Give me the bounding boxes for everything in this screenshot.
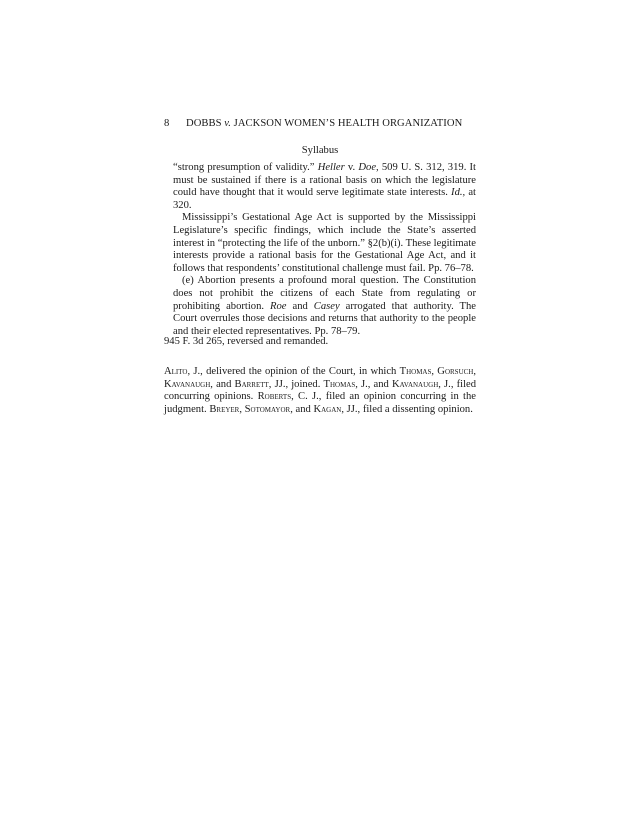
- text-run: , J., and: [355, 378, 392, 390]
- syllabus-body: [173, 162, 476, 338]
- justice-name: Breyer: [209, 403, 240, 415]
- text-run: , and: [210, 378, 235, 390]
- opinion-authorship: [164, 366, 476, 416]
- text-run: , JJ., joined.: [268, 378, 324, 390]
- syllabus-paragraph: [173, 275, 476, 338]
- running-head: [164, 117, 476, 131]
- justice-name: Roberts: [257, 391, 292, 403]
- justice-name: Kavanaugh: [164, 378, 211, 390]
- case-name-part: DOBBS: [186, 118, 225, 129]
- text-run: “strong presumption of validity.”: [173, 162, 318, 173]
- text-run: , C. J., filed an opinion concurring in the judgment.: [164, 391, 477, 415]
- text-run: , and: [290, 403, 314, 415]
- justice-name: Barrett: [234, 378, 269, 390]
- justice-name: Thomas: [399, 366, 432, 377]
- text-run: 509 U. S. 312, 319. It must be sustained if there is a rational basis on which the legislature could have thought that it would serve legitimate state interests.: [173, 162, 476, 199]
- text-run: ,: [431, 366, 438, 377]
- page-number: 8: [164, 118, 170, 129]
- text-run: v.: [344, 162, 359, 173]
- case-name: [186, 118, 462, 129]
- justice-name: Kavanaugh: [391, 378, 439, 390]
- case-citation: Casey: [313, 300, 340, 312]
- text-run: at 320.: [173, 187, 476, 211]
- case-citation: Doe,: [358, 162, 379, 173]
- text-run: arrogated that authority. The Court overrules those decisions and returns that authority to the people and their elected representatives. Pp. 78–79.: [173, 300, 476, 337]
- text-run: ,: [473, 366, 477, 377]
- justice-name: Kagan: [313, 403, 342, 415]
- case-name-part: JACKSON WOMEN’S HEALTH ORGANIZATION: [230, 118, 463, 129]
- case-citation: Heller: [317, 162, 345, 173]
- case-name-versus: v.: [224, 118, 231, 129]
- text-run: and: [286, 300, 314, 312]
- text-run: , J., delivered the opinion of the Court, in which: [187, 366, 400, 377]
- disposition-line: 945 F. 3d 265, reversed and remanded.: [164, 336, 329, 347]
- text-run: , J., filed concurring opinions.: [164, 378, 477, 403]
- text-run: (e) Abortion presents a profound moral question. The Constitution does not prohibit the citizens of each State from regulating or prohibiting abortion.: [173, 275, 476, 312]
- case-citation: Roe: [270, 300, 287, 312]
- text-run: ,: [239, 403, 245, 415]
- syllabus-paragraph: [173, 162, 476, 212]
- justice-name: Alito: [164, 366, 188, 377]
- section-label: Syllabus: [301, 145, 339, 156]
- justice-name: Sotomayor: [244, 403, 291, 415]
- syllabus-paragraph: Mississippi’s Gestational Age Act is supported by the Mississippi Legislature’s specific findings, which include the State’s asserted interest in “protecting the life of the unborn.” §2(b)(i). These legitimate interests provide a rational basis for the Gestational Age Act, and it follows that respondents’ constitutional challenge must fail. Pp. 76–78.: [173, 212, 476, 274]
- justice-name: Thomas: [323, 378, 356, 390]
- citation-signal: Id.,: [451, 187, 466, 199]
- text-run: , JJ., filed a dissenting opinion.: [341, 403, 473, 415]
- justice-name: Gorsuch: [437, 366, 474, 377]
